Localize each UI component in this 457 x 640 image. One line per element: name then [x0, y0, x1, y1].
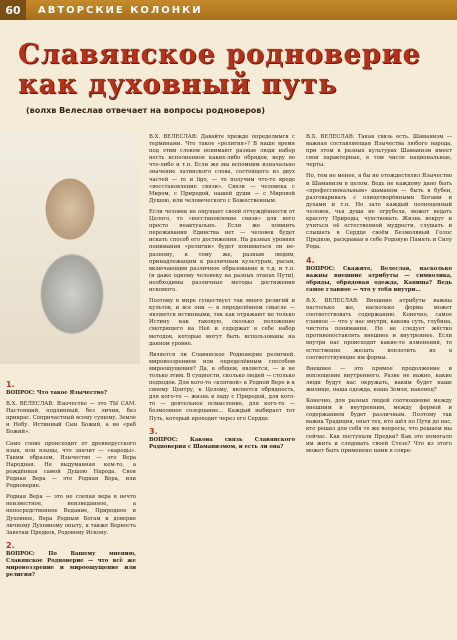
question-number: 4.: [306, 255, 315, 265]
answer-paragraph: Является ли Славянское Родноверие религией, мировоззрением или определённым способом мироощущения? Да, в общем, является, — и не только этим. В сущности, сколько людей — столько подходов. Для кого-то «клятвой» к Родной Вере и к своему Центру, к Целому, является обрядность, для кого-то — жизнь в ладу с Природой, для кого-то — деятельное осмысление, для кого-то — безмолвное созерцание... Каждый выбирает тот Путь, который проходит через его Сердце.: [149, 351, 295, 422]
question-number: 1.: [6, 380, 15, 389]
question-text: ВОПРОС: Скажите, Велеслав, насколько важны внешние атрибуты — символика, обряды, обрядовая одежда, Капища? Ведь самое главное — что у тебя внутри...: [306, 265, 452, 293]
article-subtitle: (волхв Велеслав отвечает на вопросы родноверов): [26, 106, 266, 115]
answer-paragraph: Если человек не ощущает своей отчуждённости от Целого, то «восстановление связи» для него просто неактуально. Если же помнить переживания Единства нет — человек будет искать способ его достижения. На разных уровнях понимания «религии» будет пониматься ли не-разному, к тому же, разным людям, принадлежащим к различным культурам, расам, включающим различное образование и т.д. и т.п. (и даже одному человеку на разных этапах Пути), необходимы различные методы достижения искомого.: [149, 208, 295, 293]
answer-paragraph: Конечно, для разных людей соотношение между внешним и внутренним, между формой и содержанием будет различным. Поэтому так важна Традиция, опыт тех, кто шёл по Пути до нас, кто решал для себя те же вопросы, что решаем мы сейчас. Как поступали Предки? Как это помогало им жить и следовать своей Стезе? Что из этого может быть применено нами в совре-: [306, 398, 452, 454]
column-1: [6, 378, 136, 583]
question-text: ВОПРОС: Что такое Язычество?: [6, 390, 107, 396]
answer-paragraph: В.Х. ВЕЛЕСЛАВ: Внешние атрибуты важны настолько же, насколько форма может соответствовать содержанию. Конечно, самое главное — что у нас внутри, какова суть, глубина, чистота понимания. Но не следует жёстко противопоставлять внешнее и внутреннее. Если внутри нас происходят какие-то изменения, то естественно желать воплотить их в соответствующие им формы.: [306, 297, 452, 361]
question-number: 2.: [6, 540, 15, 550]
question-number: 3.: [149, 426, 158, 436]
column-2: [149, 134, 295, 455]
column-3: [306, 134, 452, 459]
page-number: 60: [0, 0, 26, 20]
question-text: ВОПРОС: По Вашему мнению, Славянское Родноверие — что всё же мировоззрение и мироощущение или религия?: [6, 550, 136, 579]
section-title: АВТОРСКИЕ КОЛОНКИ: [38, 4, 203, 16]
article-title: Славянское родноверие как духовный путь: [18, 39, 421, 100]
answer-paragraph: Само слово происходит от древнерусского язык, или языцы, что значит — «народы». Таким образом, Язычество — это Вера Народная. Не выдуманная кем-то, а рождённая самой Душою Народа. Своя Родная Вера — это Родная Вера, или Родноверие.: [6, 440, 136, 490]
answer-paragraph: Поэтому в мире существует так много религий и культов, и все они — в определённом смысле — являются истинными, так как отражают не только Истину как таковую, сколько положение смотрящего на Неё и содержат в себе набор методов, которые могут быть использованы на данном уровне.: [149, 298, 295, 347]
answer-paragraph: В.Х. ВЕЛЕСЛАВ: Давайте прежде определимся с терминами. Что такое «религия»? В наше время под этим словом понимают разные люди набор несть исполненное каких-либо обрядов, веру во что-либо и т.п. Если же мы вспомним изначально значение латинского слова, состоящего из двух частей — re и ligo, — то получим что-то вроде «восстановление связи». Связи — человека с Миром, с Природой, нашей души — с Мировой Душою, или человеческого с Божественным.: [149, 134, 295, 204]
answer-paragraph: Родная Вера — это не слепая вера в нечто неизвестное, неизведанное, а непосредственное Ведание, Природное и Духовное, Вера Родным Богам и доверие личному Духовному опыту, а также Верность Заветам Предков, Родовому Искону.: [6, 494, 136, 536]
answer-paragraph: Но, тем не менее, я бы не отождествлял Язычество и Шаманизм в целом. Ведь не каждому дано быть «профессиональным» шаманом — быть в бубен, разговаривать с олицетворёнными Богами и духами и т.п. Но зато каждый полноценный человек, чья душа не огрубела, может ведать красоту Природы, чувствовать Жизнь вокруг и учиться её естественной мудрости, слушать и слышать в Сердце своём Безмолвный Голос Предков, раскрывая в себе Родовую Память и Силу Рода.: [306, 173, 452, 251]
header-bar: [0, 0, 457, 20]
author-photo: [0, 134, 140, 364]
answer-paragraph: В.Х. ВЕЛЕСЛАВ: Язычество — это ТЫ САМ. Настоящий, подлинный, без личин, без прикрас. Сопричастный всему сущему, Земле и Небу. Истинный Сын Божий, а не «раб Божий».: [6, 401, 136, 436]
answer-paragraph: Внешнее — это прямое продолжение и воплощение внутреннего. Разве не важно, какие люди будут нас окружать, каким будет наше жилище, наша одежда, наша Земля, наконец?: [306, 365, 452, 393]
question-text: ВОПРОС: Какова связь Славянского Родноверия с Шаманизмом, и есть ли она?: [149, 436, 295, 450]
answer-paragraph: В.Х. ВЕЛЕСЛАВ: Такая связь есть. Шаманизм — важная составляющая Язычества любого народа, при этом в разных культурах Шаманизм имеет свои характерные, в том числе национальные, черты.: [306, 134, 452, 169]
